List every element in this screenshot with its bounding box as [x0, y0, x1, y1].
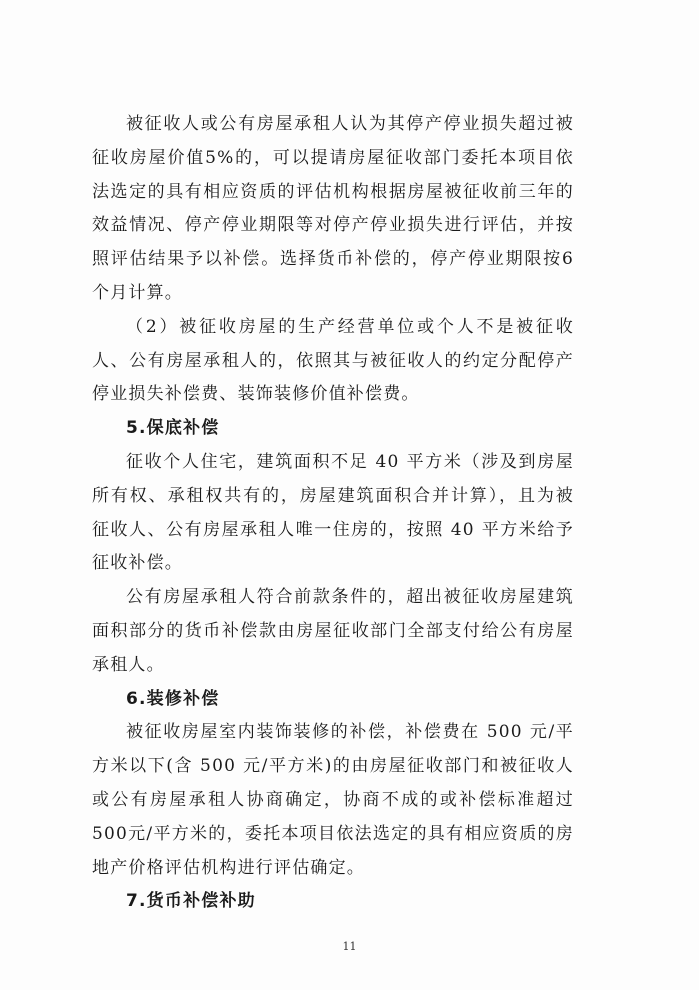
section-heading-monetary-subsidy: 7.货币补偿补助: [126, 891, 256, 912]
page-number: 11: [342, 940, 357, 953]
paragraph-business-loss-assessment: 被征收人或公有房屋承租人认为其停产停业损失超过被征收房屋价值5%的，可以提请房屋征收部门委托本项目依法选定的具有相应资质的评估机构根据房屋被征收前三年的效益情况、停产停业期限等对停产停业损失进行评估，并按照评估结果予以补偿。选择货币补偿的，停产停业期限按6个月计算。: [92, 114, 574, 303]
section-heading-decoration-compensation: 6.装修补偿: [126, 688, 220, 709]
paragraph-decoration-standard: 被征收房屋室内装饰装修的补偿，补偿费在 500 元/平方米以下(含 500 元/平方米)的由房屋征收部门和被征收人或公有房屋承租人协商确定，协商不成的或补偿标准超过500元/平方米的，委托本项目依法选定的具有相应资质的房地产价格评估机构进行评估确定。: [92, 722, 574, 878]
section-heading-minimum-compensation: 5.保底补偿: [126, 418, 220, 439]
document-body: [92, 108, 574, 919]
paragraph-minimum-area: 征收个人住宅，建筑面积不足 40 平方米（涉及到房屋所有权、承租权共有的，房屋建筑面积合并计算），且为被征收人、公有房屋承租人唯一住房的，按照 40 平方米给予征收补偿。: [92, 451, 574, 574]
paragraph-loss-allocation: （2）被征收房屋的生产经营单位或个人不是被征收人、公有房屋承租人的，依照其与被征收人的约定分配停产停业损失补偿费、装饰装修价值补偿费。: [92, 316, 574, 405]
paragraph-public-housing-tenant: 公有房屋承租人符合前款条件的，超出被征收房屋建筑面积部分的货币补偿款由房屋征收部门全部支付给公有房屋承租人。: [92, 587, 574, 675]
